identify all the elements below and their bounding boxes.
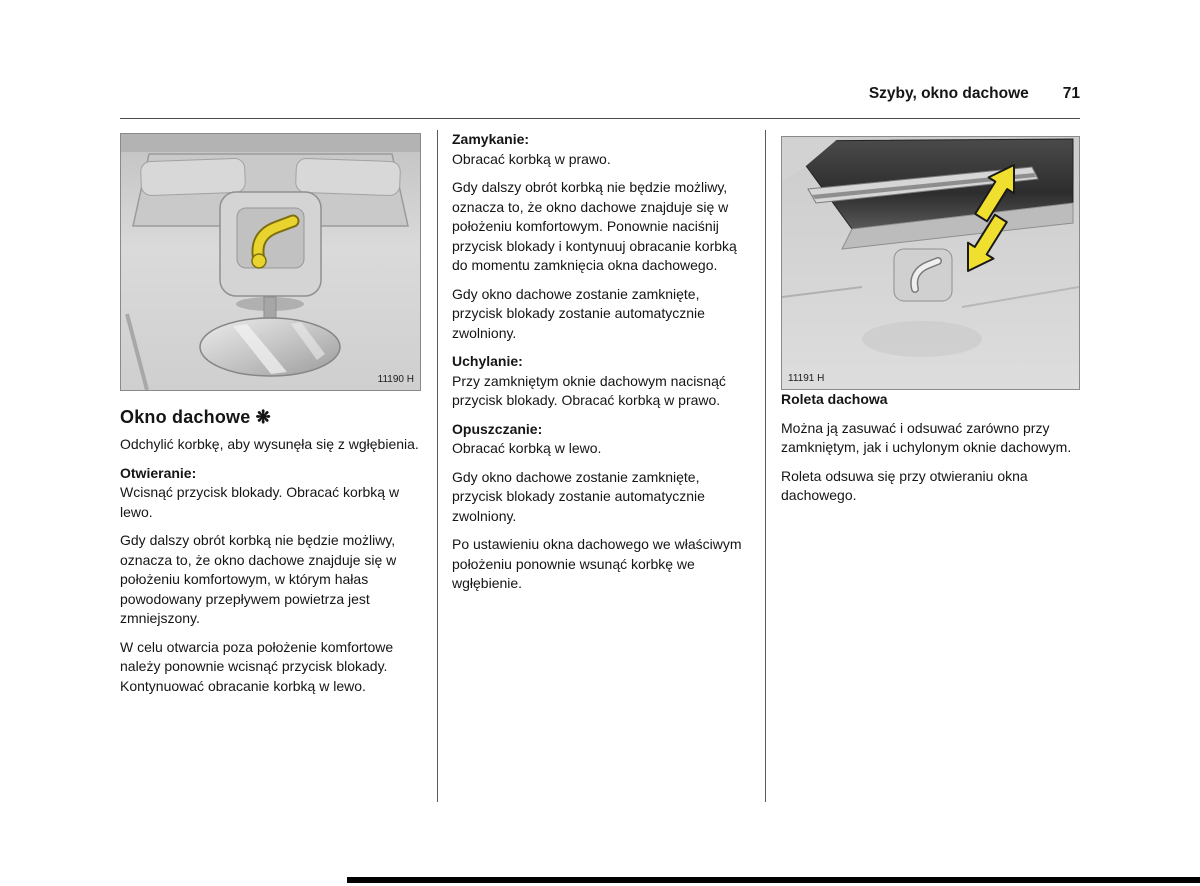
paragraph: Obracać korbką w prawo. xyxy=(452,150,611,167)
figure-ceiling-crank xyxy=(120,133,421,391)
paragraph: Przy zamkniętym oknie dachowym nacisnąć przycisk blokady. Obracać korbką w prawo. xyxy=(452,372,726,408)
paragraph: Gdy okno dachowe zostanie zamknięte, przycisk blokady zostanie automatycznie zwolniony. xyxy=(452,285,705,341)
paragraph: Gdy okno dachowe zostanie zamknięte, przycisk blokady zostanie automatycznie zwolniony. xyxy=(452,468,705,524)
paragraph: Wcisnąć przycisk blokady. Obracać korbką w lewo. xyxy=(120,484,400,520)
label-lowering: Opuszczanie: xyxy=(452,420,543,437)
column-right xyxy=(781,136,1080,515)
page-header xyxy=(120,85,1080,103)
header-page-number: 71 xyxy=(1062,85,1080,102)
paragraph: Można ją zasuwać i odsuwać zarówno przy zamkniętym, jak i uchylonym oknie dachowym. xyxy=(781,419,1072,455)
header-rule xyxy=(120,118,1080,119)
bottom-page-bar xyxy=(347,877,1200,883)
figure-number-label: 11190 H xyxy=(377,374,414,385)
paragraph: Gdy dalszy obrót korbką nie będzie możliwy, oznacza to, że okno dachowe znajduje się w położeniu komfortowym. Ponownie naciśnij przycisk blokady i kontynuuj obracanie korbką do momentu zamknięcia okna dachowego. xyxy=(452,179,737,273)
header-title: Szyby, okno dachowe xyxy=(868,85,1029,102)
figure-number-label: 11191 H xyxy=(788,373,825,384)
label-tilting: Uchylanie: xyxy=(452,353,523,369)
label-closing: Zamykanie: xyxy=(452,131,530,147)
label-opening: Otwieranie: xyxy=(120,464,197,481)
figure-sunroof-arrows xyxy=(781,136,1080,390)
paragraph: Po ustawieniu okna dachowego we właściwym położeniu ponownie wsunąć korbkę we wgłębienie. xyxy=(452,536,742,591)
sunroof-arrows-illustration xyxy=(782,137,1079,389)
column-divider-right xyxy=(765,130,766,802)
column-left xyxy=(120,133,421,705)
column-middle xyxy=(452,130,748,603)
label-roof-blind: Roleta dachowa xyxy=(781,391,888,407)
paragraph: Roleta odsuwa się przy otwieraniu okna dachowego. xyxy=(781,467,1028,503)
column-divider-left xyxy=(437,130,438,802)
paragraph: W celu otwarcia poza położenie komfortowe należy ponownie wcisnąć przycisk blokady. Kontynuować obracanie korbką w lewo. xyxy=(120,638,394,694)
paragraph: Gdy dalszy obrót korbką nie będzie możliwy, oznacza to, że okno dachowe znajduje się w położeniu komfortowym, w którym hałas powodowany przepływem powietrza jest zmniejszony. xyxy=(120,532,397,626)
ceiling-crank-illustration xyxy=(121,134,420,390)
paragraph: Odchylić korbkę, aby wysunęła się z wgłębienia. xyxy=(120,436,419,452)
paragraph: Obracać korbką w lewo. xyxy=(452,440,602,456)
section-heading-sunroof: Okno dachowe ❋ xyxy=(120,407,271,427)
